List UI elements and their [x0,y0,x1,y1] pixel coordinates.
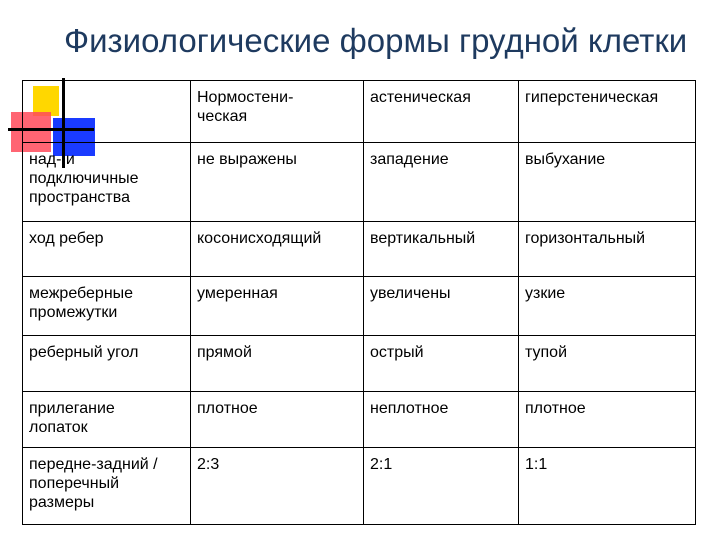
table-header-cell: Нормостени- ческая [191,81,364,143]
table-row [23,277,696,336]
table-cell: острый [364,336,519,392]
table-header-row [23,81,696,143]
table-cell: над- и подключичные пространства [23,143,191,222]
table-header-cell [23,81,191,143]
table-cell: горизонтальный [519,222,696,277]
table-cell: 1:1 [519,448,696,525]
table-cell: умеренная [191,277,364,336]
table-row [23,336,696,392]
table-cell: увеличены [364,277,519,336]
table-row [23,392,696,448]
table-cell: ход ребер [23,222,191,277]
table-cell: плотное [191,392,364,448]
table-row [23,222,696,277]
table-cell: неплотное [364,392,519,448]
table-header-cell: астеническая [364,81,519,143]
table-cell: реберный угол [23,336,191,392]
table-cell: не выражены [191,143,364,222]
comparison-table [22,80,696,525]
table-cell: узкие [519,277,696,336]
table-cell: прилегание лопаток [23,392,191,448]
table-cell: прямой [191,336,364,392]
table-cell: выбухание [519,143,696,222]
table-cell: 2:1 [364,448,519,525]
table-cell: плотное [519,392,696,448]
table-cell: косонисходящий [191,222,364,277]
table-cell: вертикальный [364,222,519,277]
table-row [23,143,696,222]
table-row [23,448,696,525]
table-cell: межреберные промежутки [23,277,191,336]
table-cell: передне-задний / поперечный размеры [23,448,191,525]
table-cell: тупой [519,336,696,392]
table-header-cell: гиперстеническая [519,81,696,143]
table-cell: 2:3 [191,448,364,525]
slide-title: Физиологические формы грудной клетки [64,22,688,59]
table-cell: западение [364,143,519,222]
